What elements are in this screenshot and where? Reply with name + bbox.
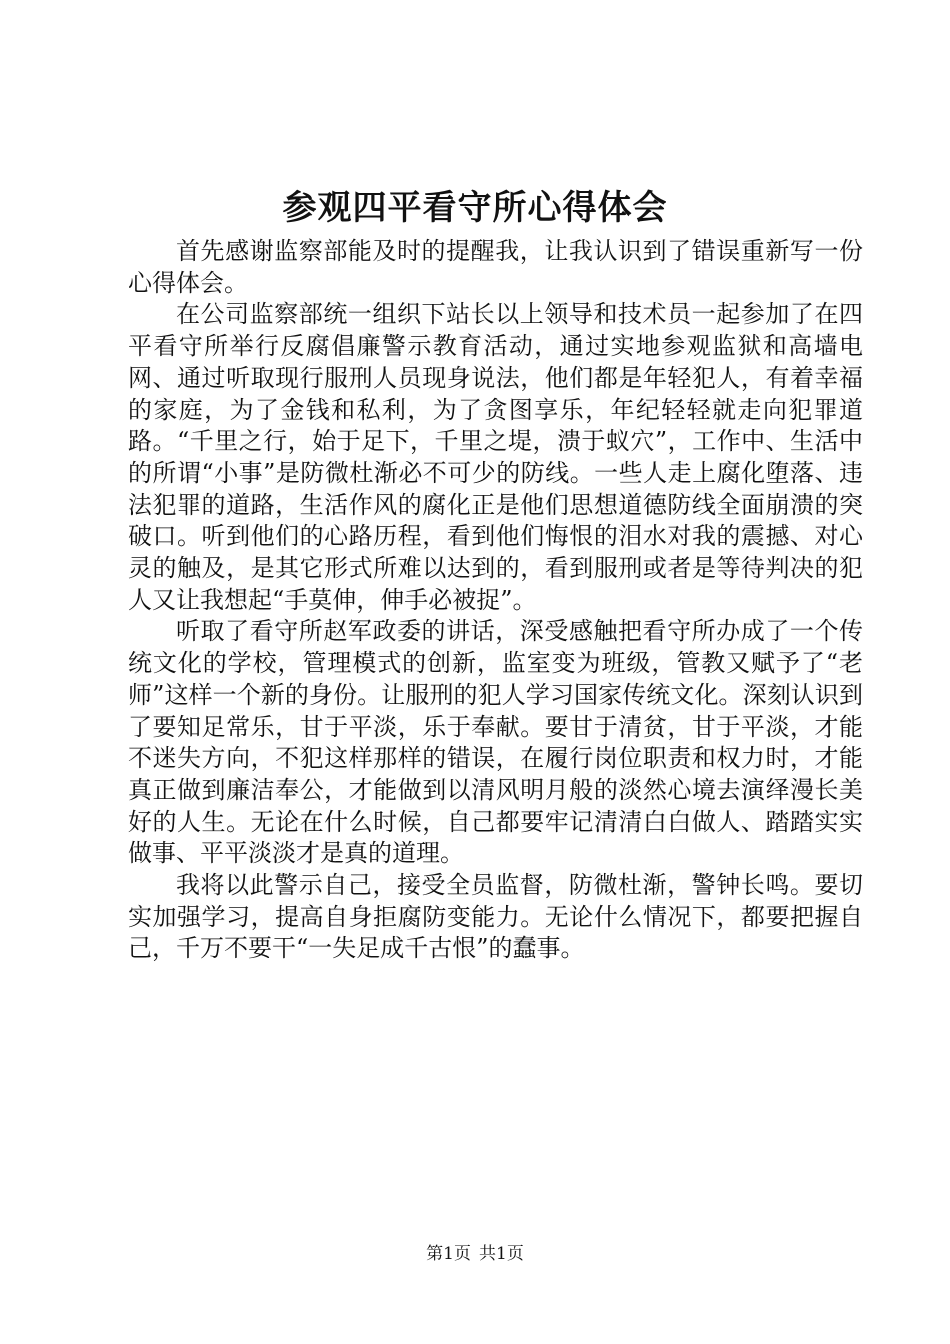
document-body [128, 236, 863, 965]
page-total: 共1页 [479, 1244, 524, 1264]
page-footer [0, 1243, 950, 1265]
paragraph-intro: 首先感谢监察部能及时的提醒我，让我认识到了错误重新写一份心得体会。 [128, 237, 863, 297]
document-title: 参观四平看守所心得体会 [282, 188, 668, 228]
paragraph-conclusion: 我将以此警示自己，接受全员监督，防微杜渐，警钟长鸣。要切实加强学习，提高自身拒腐防变能力。无论什么情况下，都要把握自己，千万不要干“一失足成千古恨”的蠢事。 [128, 871, 863, 963]
page-number: 第1页 [426, 1244, 471, 1264]
paragraph-visit: 在公司监察部统一组织下站长以上领导和技术员一起参加了在四平看守所举行反腐倡廉警示教育活动，通过实地参观监狱和高墙电网、通过听取现行服刑人员现身说法，他们都是年轻犯人，有着幸福的家庭，为了金钱和私利，为了贪图享乐，年纪轻轻就走向犯罪道路。“千里之行，始于足下，千里之堤，溃于蚁穴”，工作中、生活中的所谓“小事”是防微杜渐必不可少的防线。一些人走上腐化堕落、违法犯罪的道路，生活作风的腐化正是他们思想道德防线全面崩溃的突破口。听到他们的心路历程，看到他们悔恨的泪水对我的震撼、对心灵的触及，是其它形式所难以达到的，看到服刑或者是等待判决的犯人又让我想起“手莫伸，伸手必被捉”。 [128, 300, 863, 614]
paragraph-lecture: 听取了看守所赵军政委的讲话，深受感触把看守所办成了一个传统文化的学校，管理模式的创新，监室变为班级，管教又赋予了“老师”这样一个新的身份。让服刑的犯人学习国家传统文化。深刻认识到了要知足常乐，甘于平淡，乐于奉献。要甘于清贫，甘于平淡，才能不迷失方向，不犯这样那样的错误，在履行岗位职责和权力时，才能真正做到廉洁奉公，才能做到以清风明月般的淡然心境去演绎漫长美好的人生。无论在什么时候，自己都要牢记清清白白做人、踏踏实实做事、平平淡淡才是真的道理。 [128, 617, 863, 868]
